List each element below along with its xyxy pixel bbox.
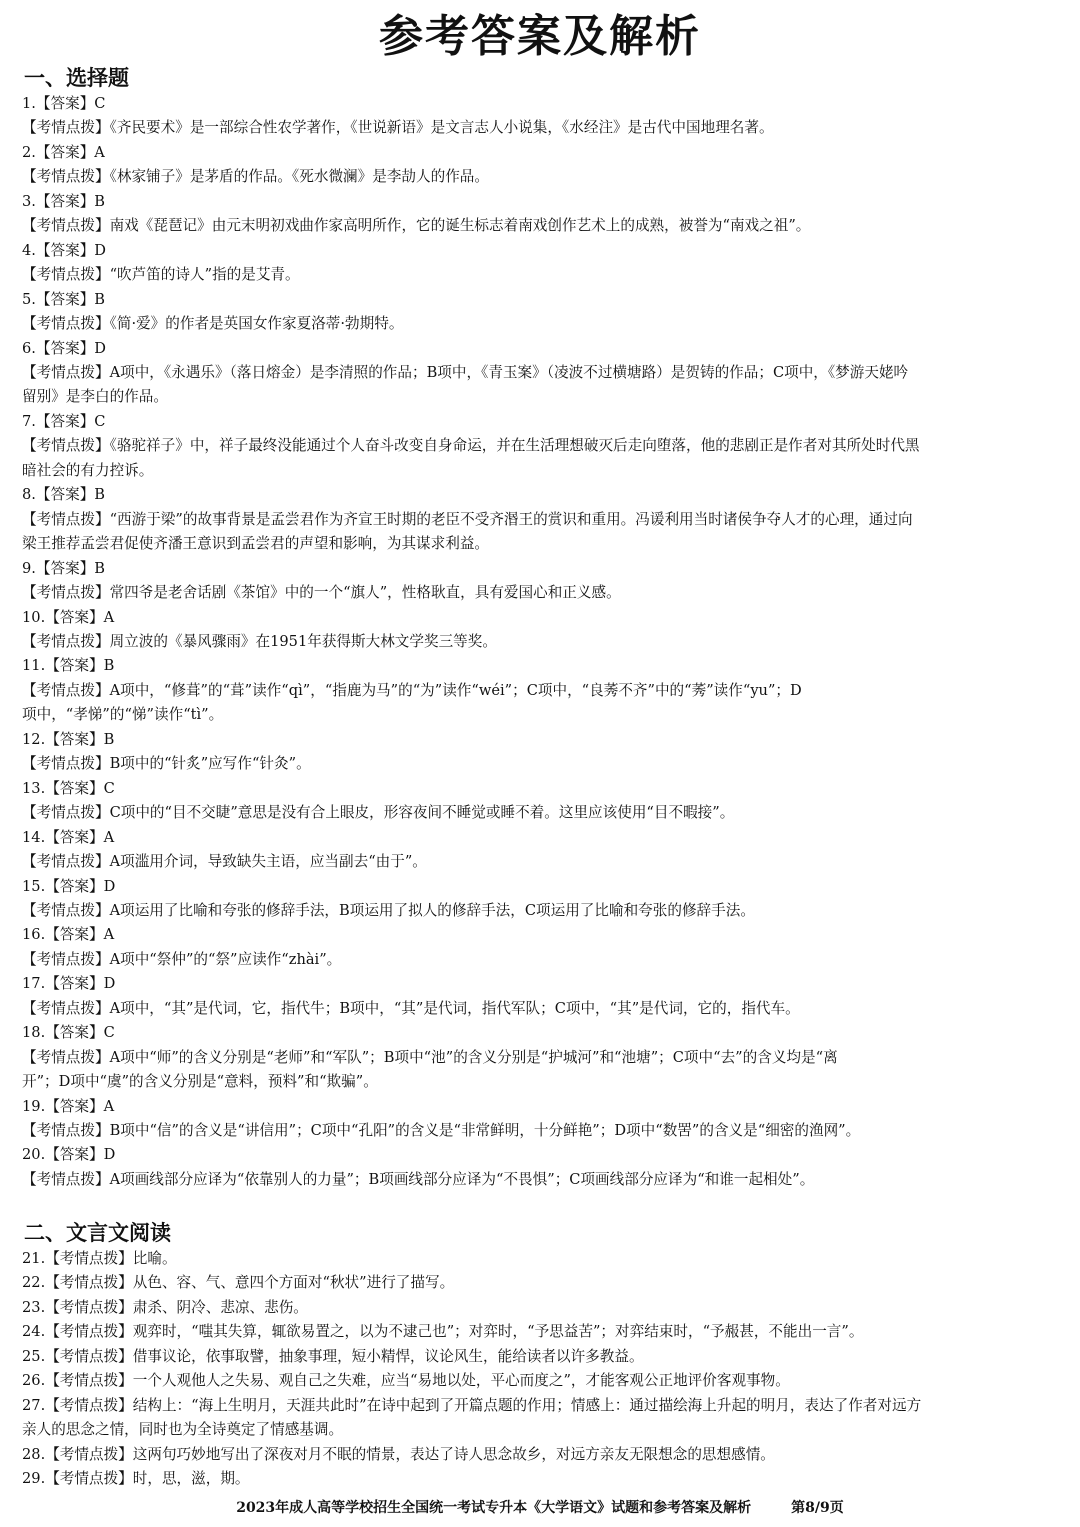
answer-line: 26.【考情点拨】一个人观他人之失易、观自己之失难，应当“易地以处，平心而度之”，才能客观公正地评价客观事物。 bbox=[22, 1372, 790, 1390]
answer-line: 【考情点拨】《齐民要术》是一部综合性农学著作，《世说新语》是文言志人小说集，《水经注》是古代中国地理名著。 bbox=[22, 119, 774, 137]
answer-line: 留别》是李白的作品。 bbox=[22, 388, 168, 406]
footer-document-title: 2023年成人高等学校招生全国统一考试专升本《大学语文》试题和参考答案及解析 bbox=[236, 1500, 752, 1516]
answer-line: 【考情点拨】A项中“师”的含义分别是“老师”和“军队”；B项中“池”的含义分别是“护城河”和“池塘”；C项中“去”的含义均是“离 bbox=[22, 1048, 838, 1066]
answer-line: 【考情点拨】A项运用了比喻和夸张的修辞手法，B项运用了拟人的修辞手法，C项运用了比喻和夸张的修辞手法。 bbox=[22, 901, 755, 919]
answer-line: 7.【答案】C bbox=[22, 412, 106, 430]
section-heading-choice: 一、选择题 bbox=[24, 66, 129, 90]
answer-line: 【考情点拨】《简·爱》的作者是英国女作家夏洛蒂·勃期特。 bbox=[22, 315, 404, 333]
section-heading-classical-reading: 二、文言文阅读 bbox=[24, 1221, 171, 1245]
answer-line: 4.【答案】D bbox=[22, 241, 106, 259]
answer-line: 【考情点拨】《林家铺子》是茅盾的作品。《死水微澜》是李劼人的作品。 bbox=[22, 168, 489, 186]
answer-line: 15.【答案】D bbox=[22, 877, 116, 895]
footer-page-number: 第8/9页 bbox=[791, 1500, 844, 1516]
answer-line: 29.【考情点拨】时，思，滋，期。 bbox=[22, 1470, 250, 1488]
answer-line: 【考情点拨】南戏《琵琶记》由元末明初戏曲作家高明所作，它的诞生标志着南戏创作艺术上的成熟，被誉为“南戏之祖”。 bbox=[22, 217, 811, 235]
answer-line: 23.【考情点拨】肃杀、阴冷、悲凉、悲伤。 bbox=[22, 1298, 308, 1316]
answer-line: 【考情点拨】A项中，“修葺”的“葺”读作“qì”，“指鹿为马”的“为”读作“wéi”；C项中，“良莠不齐”中的“莠”读作“yu”；D bbox=[22, 681, 802, 699]
answer-line: 9.【答案】B bbox=[22, 559, 106, 577]
answer-line: 24.【考情点拨】观弈时，“嗤其失算，辄欲易置之，以为不逮己也”；对弈时，“予思益苦”；对弈结束时，“予赧甚，不能出一言”。 bbox=[22, 1323, 864, 1341]
answer-line: 【考情点拨】B项中“信”的含义是“讲信用”；C项中“孔阳”的含义是“非常鲜明，十分鲜艳”；D项中“数罟”的含义是“细密的渔网”。 bbox=[22, 1122, 861, 1140]
answer-line: 3.【答案】B bbox=[22, 192, 106, 210]
answer-line: 10.【答案】A bbox=[22, 608, 115, 626]
answer-line: 【考情点拨】“吹芦笛的诗人”指的是艾青。 bbox=[22, 266, 300, 284]
answer-line: 项中，“孝悌”的“悌”读作“tì”。 bbox=[22, 706, 224, 724]
page-title: 参考答案及解析 bbox=[379, 11, 701, 62]
answer-line: 2.【答案】A bbox=[22, 143, 105, 161]
answer-line: 【考情点拨】常四爷是老舍话剧《茶馆》中的一个“旗人”，性格耿直，具有爱国心和正义感。 bbox=[22, 584, 621, 602]
answer-line: 【考情点拨】《骆驼祥子》中，祥子最终没能通过个人奋斗改变自身命运，并在生活理想破灭后走向堕落，他的悲剧正是作者对其所处时代黑 bbox=[22, 437, 920, 455]
answer-line: 【考情点拨】A项中“祭仲”的“祭”应读作“zhài”。 bbox=[22, 950, 342, 968]
section-classical-reading-answers bbox=[22, 1247, 1056, 1492]
answer-line: 21.【考情点拨】比喻。 bbox=[22, 1250, 177, 1267]
answer-line: 19.【答案】A bbox=[22, 1097, 115, 1115]
answer-line: 18.【答案】C bbox=[22, 1024, 115, 1042]
section-choice-answers bbox=[22, 92, 1056, 1192]
answer-line: 开”；D项中“虞”的含义分别是“意料，预料”和“欺骗”。 bbox=[22, 1073, 378, 1091]
answer-line: 22.【考情点拨】从色、容、气、意四个方面对“秋状”进行了描写。 bbox=[22, 1274, 455, 1292]
answer-line: 【考情点拨】A项画线部分应译为“依靠别人的力量”；B项画线部分应译为“不畏惧”；C项画线部分应译为“和谁一起相处”。 bbox=[22, 1170, 815, 1188]
answer-line: 暗社会的有力控诉。 bbox=[22, 461, 154, 479]
answer-line: 28.【考情点拨】这两句巧妙地写出了深夜对月不眠的情景，表达了诗人思念故乡，对远方亲友无限想念的思想感情。 bbox=[22, 1445, 775, 1463]
answer-line: 【考情点拨】A项中，“其”是代词，它，指代牛；B项中，“其”是代词，指代军队；C项中，“其”是代词，它的，指代车。 bbox=[22, 999, 800, 1017]
answer-line: 14.【答案】A bbox=[22, 828, 115, 846]
answer-line: 17.【答案】D bbox=[22, 975, 116, 993]
answer-line: 8.【答案】B bbox=[22, 486, 106, 504]
answer-line: 27.【考情点拨】结构上：“海上生明月，天涯共此时”在诗中起到了开篇点题的作用；情感上：通过描绘海上升起的明月，表达了作者对远方 bbox=[22, 1396, 922, 1414]
page-footer bbox=[0, 1497, 1080, 1519]
answer-line: 【考情点拨】A项中，《永遇乐》（落日熔金）是李清照的作品；B项中，《青玉案》（凌波不过横塘路）是贺铸的作品；C项中，《梦游天姥吟 bbox=[22, 363, 909, 381]
answer-line: 1.【答案】C bbox=[22, 95, 106, 112]
answer-line: 25.【考情点拨】借事议论，依事取譬，抽象事理，短小精悍，议论风生，能给读者以许多教益。 bbox=[22, 1347, 644, 1365]
answer-line: 【考情点拨】周立波的《暴风骤雨》在1951年获得斯大林文学奖三等奖。 bbox=[22, 632, 497, 650]
answer-line: 亲人的思念之情，同时也为全诗奠定了情感基调。 bbox=[22, 1421, 344, 1439]
answer-line: 20.【答案】D bbox=[22, 1146, 116, 1164]
answer-line: 【考情点拨】“西游于梁”的故事背景是孟尝君作为齐宣王时期的老臣不受齐湣王的赏识和重用。冯谖利用当时诸侯争夺人才的心理，通过向 bbox=[22, 510, 913, 528]
answer-line: 13.【答案】C bbox=[22, 779, 115, 797]
answer-line: 【考情点拨】A项滥用介词，导致缺失主语，应当副去“由于”。 bbox=[22, 853, 427, 871]
answer-line: 16.【答案】A bbox=[22, 926, 115, 944]
answer-line: 5.【答案】B bbox=[22, 290, 106, 308]
answer-line: 【考情点拨】C项中的“目不交睫”意思是没有合上眼皮，形容夜间不睡觉或睡不着。这里应该使用“目不暇接”。 bbox=[22, 804, 735, 822]
answer-line: 11.【答案】B bbox=[22, 657, 115, 675]
answer-line: 6.【答案】D bbox=[22, 339, 106, 357]
answer-line: 梁王推荐孟尝君促使齐潘王意识到孟尝君的声望和影响，为其谋求利益。 bbox=[22, 535, 490, 553]
answer-line: 【考情点拨】B项中的“针炙”应写作“针灸”。 bbox=[22, 755, 311, 773]
answer-line: 12.【答案】B bbox=[22, 730, 115, 748]
